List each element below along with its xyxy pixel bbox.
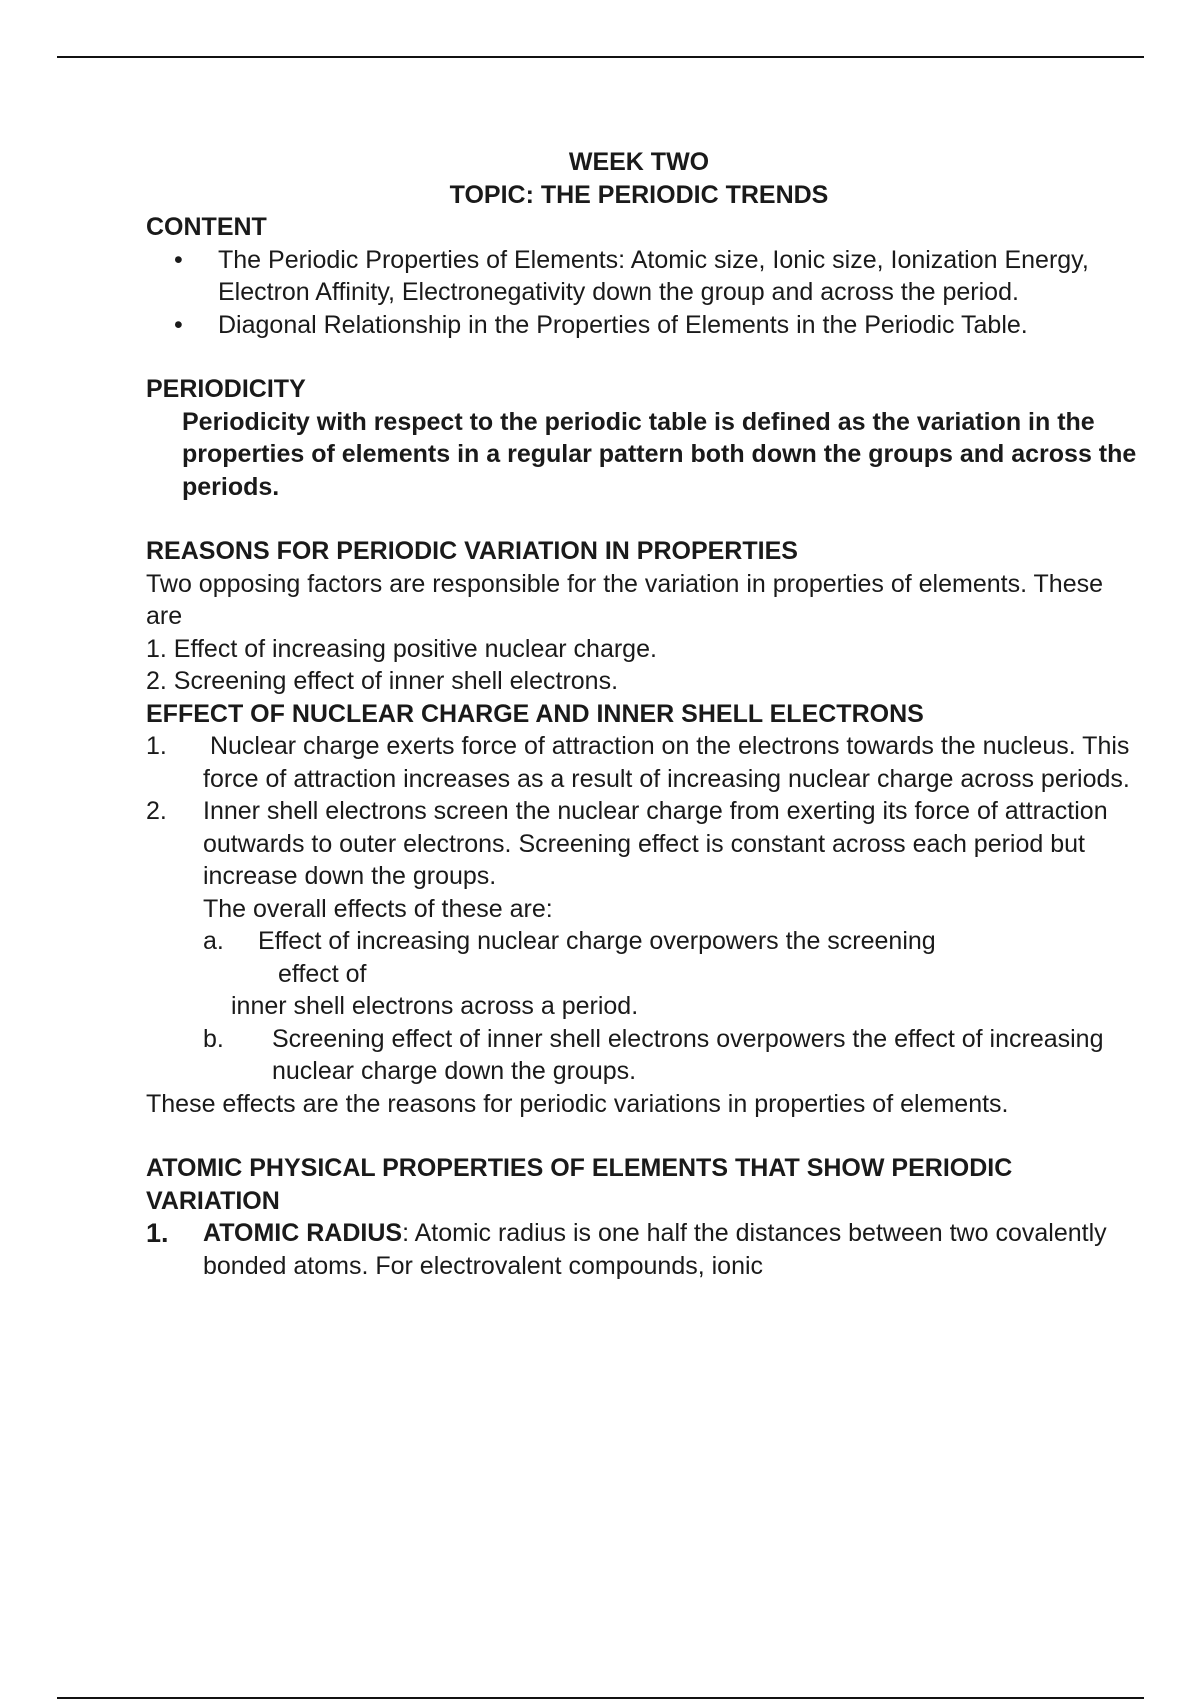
bullet-text: Diagonal Relationship in the Properties of Elements in the Periodic Table. (218, 310, 1028, 339)
item-number: 1. (146, 732, 167, 760)
sub-b-text: Screening effect of inner shell electrons overpowers the effect of increasing nuclear charge down the groups. (272, 1024, 1104, 1085)
atomic-item-1 (146, 1217, 1146, 1282)
content-heading: CONTENT (146, 213, 267, 241)
bullet-icon: • (174, 310, 183, 339)
periodicity-heading: PERIODICITY (146, 375, 306, 403)
atomic-heading: ATOMIC PHYSICAL PROPERTIES OF ELEMENTS THAT SHOW PERIODIC VARIATION (146, 1154, 1013, 1215)
effect-sub-b (146, 1023, 1146, 1088)
sub-a-line3: inner shell electrons across a period. (231, 992, 639, 1020)
item-number: 2. (146, 797, 167, 825)
atomic-radius-text: : Atomic radius is one half the distances between two covalently bonded atoms. For electrovalent compounds, ionic (203, 1219, 1107, 1280)
item-number: 1. (146, 1218, 169, 1248)
footer-rule (57, 1697, 1144, 1699)
item-text: Inner shell electrons screen the nuclear charge from exerting its force of attraction outwards to outer electrons. Screening effect is constant across each period but increase down the groups. (203, 797, 1108, 890)
effect-item-1 (146, 730, 1146, 795)
list-item (146, 244, 1146, 309)
atomic-radius-label: ATOMIC RADIUS (203, 1219, 403, 1247)
sub-label: b. (203, 1024, 224, 1053)
topic-title: TOPIC: THE PERIODIC TRENDS (449, 180, 829, 209)
bullet-icon: • (174, 245, 183, 274)
reasons-heading: REASONS FOR PERIODIC VARIATION IN PROPERTIES (146, 537, 798, 565)
list-item (146, 309, 1146, 342)
reasons-intro: Two opposing factors are responsible for the variation in properties of elements. These are (146, 569, 1104, 630)
item-text: Nuclear charge exerts force of attraction on the electrons towards the nucleus. This force of attraction increases as a result of increasing nuclear charge across periods. (203, 732, 1137, 793)
effects-conclusion: These effects are the reasons for periodic variations in properties of elements. (146, 1089, 1009, 1118)
week-title: WEEK TWO (568, 148, 710, 176)
document-body (146, 146, 1146, 1282)
sub-label: a. (203, 927, 224, 955)
sub-a-line1: Effect of increasing nuclear charge overpowers the screening (258, 927, 936, 955)
effects-heading: EFFECT OF NUCLEAR CHARGE AND INNER SHELL ELECTRONS (146, 699, 924, 728)
periodicity-definition: Periodicity with respect to the periodic table is defined as the variation in the properties of elements in a regular pattern both down the groups and across the periods. (182, 407, 1137, 501)
overall-effects-intro: The overall effects of these are: (203, 894, 553, 923)
reason-item: 2. Screening effect of inner shell electrons. (146, 667, 619, 695)
sub-a-line2: effect of (278, 959, 367, 988)
content-bullet-list (146, 244, 1146, 342)
header-rule (57, 56, 1144, 58)
effect-sub-a (146, 925, 1146, 990)
bullet-text: The Periodic Properties of Elements: Atomic size, Ionic size, Ionization Energy, Electron Affinity, Electronegativity down the group and across the period. (218, 245, 1089, 306)
effect-item-2 (146, 795, 1146, 893)
reason-item: 1. Effect of increasing positive nuclear charge. (146, 634, 657, 663)
